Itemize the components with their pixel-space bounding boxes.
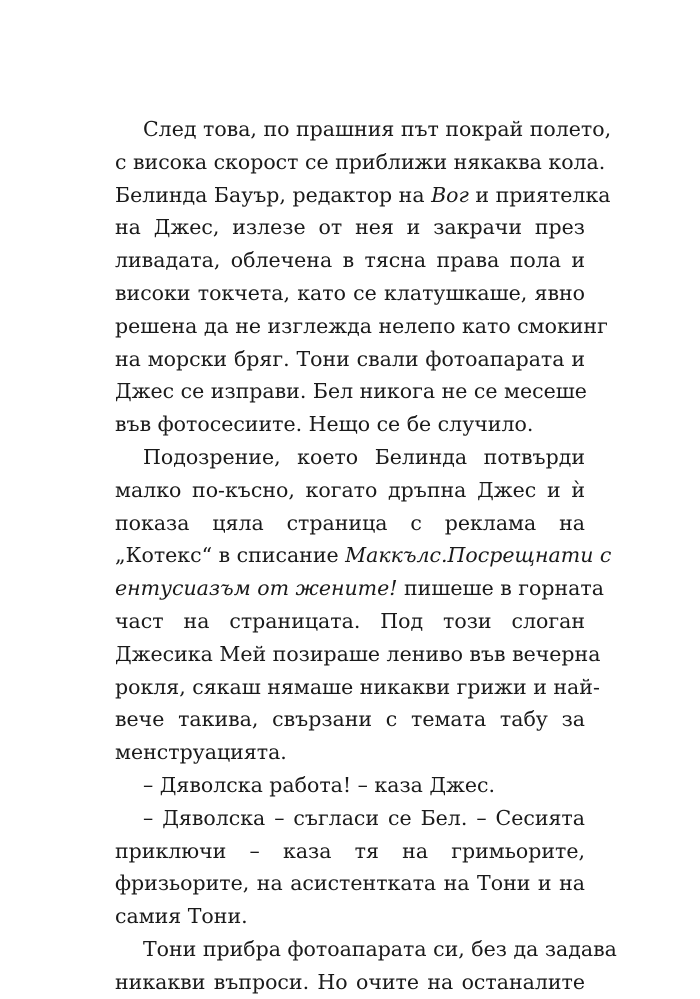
body-text — [115, 113, 617, 999]
text-line — [115, 375, 585, 408]
text-run: – Дяволска – съгласи се Бел. – Сесията — [143, 805, 585, 830]
text-line — [115, 736, 585, 769]
text-line — [115, 211, 585, 244]
text-run: – Дяволска работа! – каза Джес. — [143, 772, 496, 797]
paragraph — [115, 113, 612, 441]
text-line — [115, 539, 612, 572]
text-line — [115, 638, 601, 671]
text-line — [115, 867, 585, 900]
text-run: Тони прибра фотоапарата си, без да задава — [143, 936, 617, 961]
text-line — [115, 933, 617, 966]
text-run: на морски бряг. Тони свали фотоапарата и — [115, 346, 585, 371]
text-line — [115, 113, 612, 146]
text-run: решена да не изглежда нелепо като смокинг — [115, 313, 608, 338]
text-line — [115, 802, 585, 835]
text-line — [115, 900, 585, 933]
italic-run: ентусиазъм от жените! — [115, 576, 398, 601]
text-run: рокля, сякаш нямаше никакви грижи и най- — [115, 674, 600, 699]
text-run: пишеше в горната — [397, 576, 604, 601]
text-line — [115, 835, 585, 868]
text-line — [115, 966, 585, 999]
paragraph — [115, 769, 585, 802]
italic-run: Маккълс.Посрещнати с — [345, 543, 612, 568]
text-run: приключи – каза тя на гримьорите, — [115, 838, 585, 863]
text-line — [115, 605, 585, 638]
paragraph — [115, 933, 617, 999]
text-run: фризьорите, на асистентката на Тони и на — [115, 871, 585, 896]
text-line — [115, 671, 600, 704]
text-run: самия Тони. — [115, 904, 248, 929]
italic-run: Вог — [431, 182, 469, 207]
text-line — [115, 277, 585, 310]
text-line — [115, 244, 585, 277]
text-run: След това, по прашния път покрай полето, — [143, 117, 612, 141]
text-line — [115, 703, 585, 736]
text-run: с висока скорост се приближи някаква кола. — [115, 149, 606, 174]
text-run: менструацията. — [115, 740, 287, 765]
text-run: ливадата, облечена в тясна права пола и — [115, 248, 585, 273]
text-run: Подозрение, което Белинда потвърди — [143, 444, 585, 469]
text-run: на Джес, излезе от нея и закрачи през — [115, 215, 585, 240]
text-run: Джесика Мей позираше лениво във вечерна — [115, 641, 601, 666]
text-run: Белинда Бауър, редактор на — [115, 182, 432, 207]
text-run: във фотосесиите. Нещо се бе случило. — [115, 412, 534, 437]
text-line — [115, 769, 585, 802]
text-line — [115, 343, 585, 376]
text-line — [115, 441, 585, 474]
text-run: „Котекс“ в списание — [115, 543, 346, 568]
text-line — [115, 310, 608, 343]
text-run: малко по-късно, когато дръпна Джес и ѝ — [115, 477, 585, 502]
text-run: вече такива, свързани с темата табу за — [115, 707, 585, 732]
text-line — [115, 179, 611, 212]
text-run: и приятелка — [468, 182, 611, 207]
text-run: високи токчета, като се клатушкаше, явно — [115, 280, 585, 305]
text-run: показа цяла страница с реклама на — [115, 510, 585, 535]
text-line — [115, 474, 585, 507]
text-line — [115, 146, 606, 179]
text-line — [115, 572, 604, 605]
text-run: част на страницата. Под този слоган — [115, 608, 585, 633]
text-run: Джес се изправи. Бел никога не се месеше — [115, 379, 587, 404]
text-line — [115, 507, 585, 540]
paragraph — [115, 802, 585, 933]
text-line — [115, 408, 585, 441]
paragraph — [115, 441, 612, 769]
text-run: никакви въпроси. Но очите на останалите — [115, 969, 585, 994]
